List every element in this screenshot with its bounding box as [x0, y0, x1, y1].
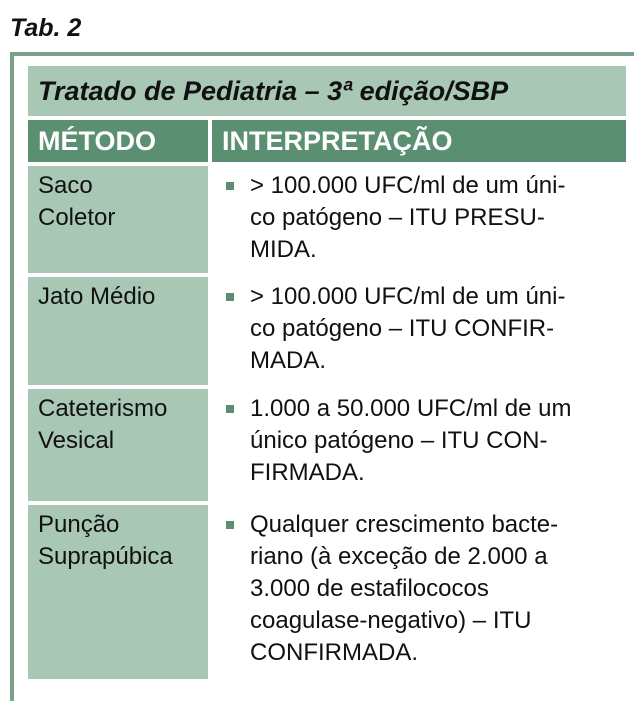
interpretation-cell: [212, 166, 626, 273]
table-title: Tratado de Pediatria – 3ª edição/SBP: [28, 66, 626, 116]
header-interpretation: INTERPRETAÇÃO: [212, 120, 626, 162]
interp-line: FIRMADA.: [250, 459, 365, 486]
method-line: Coletor: [38, 204, 116, 231]
interpretation-text: [250, 393, 572, 495]
table-number-label: Tab. 2: [10, 14, 82, 42]
interp-line: riano (à exceção de 2.000 a: [250, 543, 548, 570]
interp-line: MADA.: [250, 347, 327, 374]
header-method: MÉTODO: [28, 120, 208, 162]
table-header-row: [28, 120, 626, 162]
method-line: Suprapúbica: [38, 543, 173, 570]
interp-line: MIDA.: [250, 236, 317, 263]
table-row: [28, 277, 626, 385]
method-cell: [28, 505, 208, 679]
interp-line: co patógeno – ITU PRESU-: [250, 204, 545, 231]
table-row: [28, 505, 626, 679]
table-row: [28, 389, 626, 501]
method-cell: [28, 166, 208, 273]
interp-line: único patógeno – ITU CON-: [250, 427, 548, 454]
method-cell: [28, 389, 208, 501]
table-row: [28, 166, 626, 273]
square-bullet-icon: [226, 405, 234, 413]
method-line: Punção: [38, 511, 120, 538]
interpretation-text: [250, 170, 565, 267]
interp-line: coagulase-negativo) – ITU: [250, 607, 532, 634]
interpretation-text: [250, 281, 565, 379]
interp-line: co patógeno – ITU CONFIR-: [250, 315, 555, 342]
square-bullet-icon: [226, 521, 234, 529]
interpretation-cell: [212, 505, 626, 679]
interpretation-text: [250, 509, 558, 673]
method-line: Vesical: [38, 427, 115, 454]
method-line: Saco: [38, 172, 93, 199]
square-bullet-icon: [226, 182, 234, 190]
interpretation-cell: [212, 389, 626, 501]
interp-line: CONFIRMADA.: [250, 639, 418, 666]
method-line: Jato Médio: [38, 283, 156, 310]
interp-line: 3.000 de estafilococos: [250, 575, 489, 602]
interpretation-table: [28, 66, 626, 679]
square-bullet-icon: [226, 293, 234, 301]
interpretation-cell: [212, 277, 626, 385]
method-line: Cateterismo: [38, 395, 168, 422]
interp-line: 1.000 a 50.000 UFC/ml de um: [250, 395, 572, 422]
interp-line: > 100.000 UFC/ml de um úni-: [250, 283, 566, 310]
interp-line: Qualquer crescimento bacte-: [250, 511, 559, 538]
interp-line: > 100.000 UFC/ml de um úni-: [250, 172, 566, 199]
method-cell: [28, 277, 208, 385]
